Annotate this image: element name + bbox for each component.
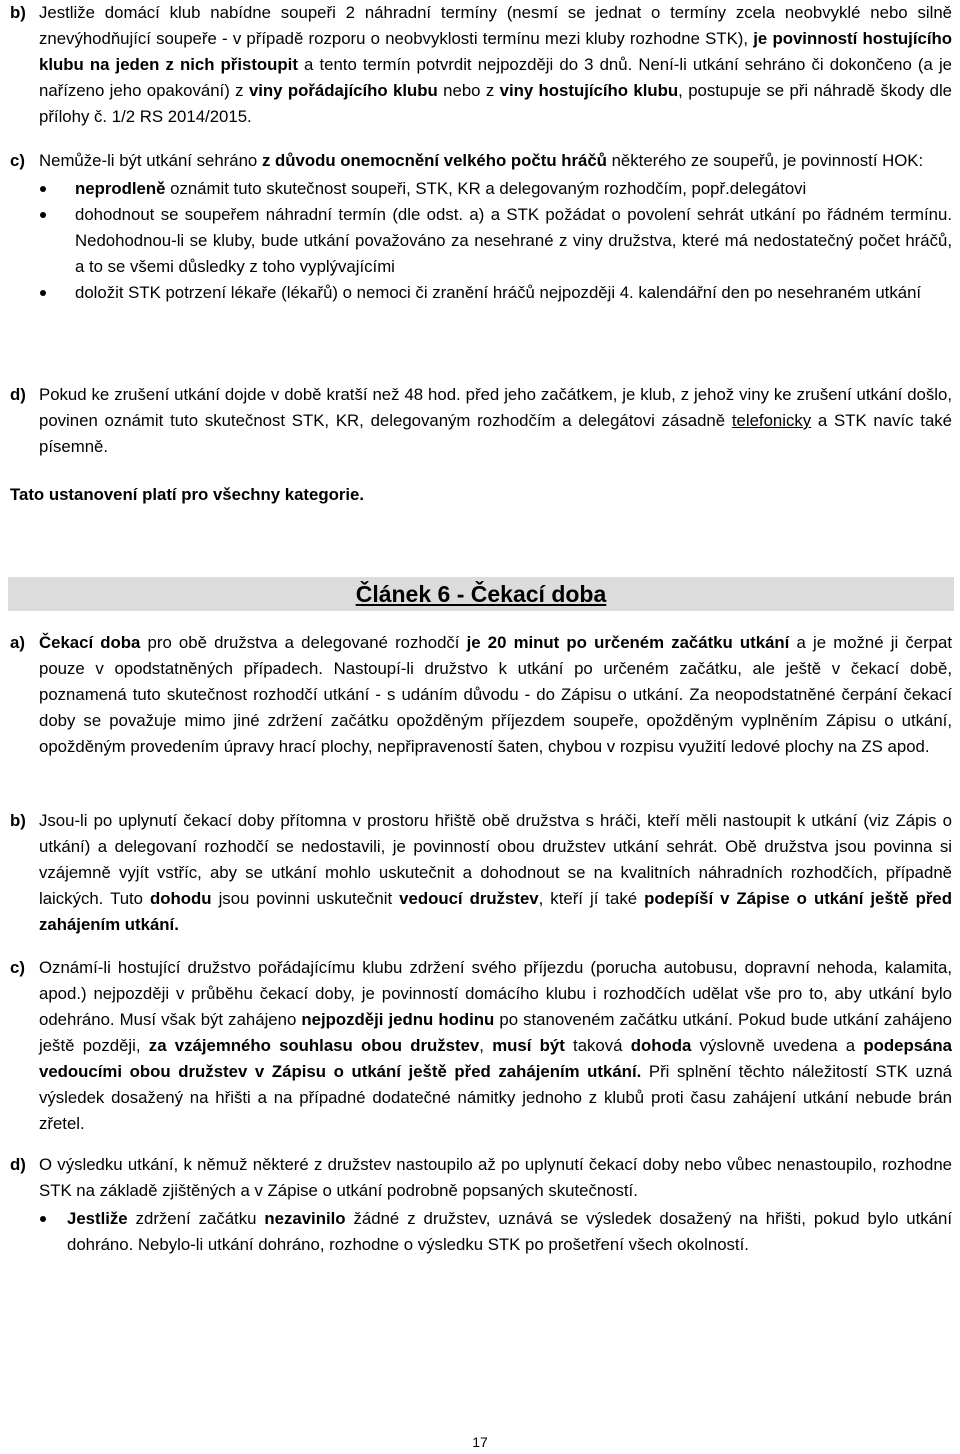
- text-run: Pokud ke zrušení utkání dojde v době kratší než 48 hod. před jeho začátkem, je klub, z jehož viny ke zrušení utkání došlo, povinen oznámit tuto skutečnost STK, KR, delegovaným rozhodčím a delegátovi zásadně: [39, 385, 952, 430]
- text-run: Jestliže domácí klub nabídne soupeři 2 náhradní termíny (nesmí se jednat o termíny zcela neobvyklé nebo silně znevýhodňující soupeře - v případě rozporu o neobvyklosti termínu mezi kluby rozhodne STK),: [39, 3, 952, 48]
- text-run: Jsou-li po uplynutí čekací doby přítomna v prostoru hřiště obě družstva s hráči, kteří měli nastoupit k utkání (viz Zápis o utkání) a delegovaní rozhodčí se nedostavili, je povinností obou družstev utkání sehrát. Obě družstva jsou povinna si vzájemně vyjít vstříc, aby se utkání mohlo uskutečnit a dohodnout se na kvalitních náhradních rozhodčích, případně laických. Tuto: [39, 811, 952, 908]
- text-run-bold: Čekací doba: [39, 633, 141, 652]
- item-label: c): [10, 151, 25, 170]
- text-run: žádné z družstev, uznává se výsledek dosažený na hřišti, pokud bylo utkání dohráno. Nebylo-li utkání dohráno, rozhodne o výsledku STK po prošetření všech okolností.: [67, 1209, 953, 1254]
- text-run: a je možné ji čerpat pouze v opodstatněných případech. Nastoupí-li družstvo k utkání po určeném začátku, ale ještě v čekací době, poznamená tuto skutečnost rozhodčí utkání - s udáním důvodu - do Zápisu o utkání. Za neopodstatněné čerpání čekací doby se považuje mimo jiné zdržení začátku opožděným příjezdem soupeře, opožděným vyplněním Zápisu o utkání, opožděným provedením úpravy hrací plochy, nepřipraveností šaten, chybou v rozpisu využití ledové plochy na ZS apod.: [39, 633, 952, 756]
- article6-c-paragraph: [10, 955, 952, 1137]
- text-run: nebo z: [437, 81, 500, 100]
- bullet-list: [39, 176, 952, 306]
- text-run-bold: je 20 minut po určeném začátku utkání: [466, 633, 790, 652]
- text-run: doložit STK potrzení lékaře (lékařů) o nemoci či zranění hráčů nejpozději 4. kalendářní den po nesehraném utkání: [75, 283, 922, 302]
- text-run: dohodnout se soupeřem náhradní termín (dle odst. a) a STK požádat o povolení sehrát utkání po řádném termínu. Nedohodnou-li se kluby, bude utkání považováno za nesehrané z viny družstva, které má nedostatečný počet hráčů, a to se všemi důsledky z toho vyplývajícími: [75, 205, 952, 276]
- text-run-bold: je povinností hostujícího klubu na jeden z nich přistoupit: [39, 29, 952, 74]
- paragraph-text: [39, 1152, 952, 1258]
- section-d-paragraph: [10, 382, 952, 460]
- item-label: b): [10, 811, 26, 830]
- text-run-bold: Jestliže: [67, 1209, 128, 1228]
- text-run: po stanoveném začátku utkání. Pokud bude utkání zahájeno ještě později,: [39, 1010, 953, 1055]
- text-run: Při splnění těchto náležitostí STK uzná výsledek dosažený na hřišti a na případné dodatečné námitky jednoho z klubů proti času zahájení utkání nebude brán zřetel.: [39, 1062, 952, 1133]
- text-run-bold: dohoda: [630, 1036, 692, 1055]
- item-label: a): [10, 633, 25, 652]
- article6-d-paragraph: [10, 1152, 952, 1258]
- section-b-paragraph: [10, 0, 952, 130]
- list-item: [39, 202, 952, 280]
- text-run-bold: viny hostujícího klubu: [499, 81, 679, 100]
- paragraph-text: [39, 630, 952, 760]
- text-run: jsou povinni uskutečnit: [211, 889, 400, 908]
- text-run-bold: dohodu: [150, 889, 212, 908]
- text-run: zdržení začátku: [127, 1209, 265, 1228]
- text-run: a STK navíc také písemně.: [39, 411, 952, 456]
- text-run: ,: [479, 1036, 493, 1055]
- text-run: , kteří jí také: [538, 889, 645, 908]
- paragraph-text: [39, 382, 952, 460]
- section-c-paragraph: [10, 148, 952, 306]
- text-run-bold: za vzájemného souhlasu obou družstev: [148, 1036, 480, 1055]
- text-run: , postupuje se při náhradě škody dle přílohy č. 1/2 RS 2014/2015.: [39, 81, 953, 126]
- text-run-bold: viny pořádajícího klubu: [248, 81, 438, 100]
- item-label: d): [10, 385, 26, 404]
- list-item: [39, 1206, 952, 1258]
- article-heading-bar: [8, 577, 954, 611]
- text-run: výslovně uvedena a: [691, 1036, 864, 1055]
- text-run-underlined: telefonicky: [731, 411, 812, 430]
- article6-b-paragraph: [10, 808, 952, 938]
- text-run-bold: podepsána vedoucími obou družstev v Zápisu o utkání ještě před zahájením utkání.: [39, 1036, 952, 1081]
- text-run: Oznámí-li hostující družstvo pořádajícímu klubu zdržení svého příjezdu (porucha autobusu, dopravní nehoda, kalamita, apod.) nejpozději v průběhu čekací doby, je povinností domácího klubu i rozhodčích udělat vše pro to, aby utkání bylo odehráno. Musí však být zahájeno: [39, 958, 952, 1029]
- text-run-bold: neprodleně: [75, 179, 166, 198]
- article-heading: Článek 6 - Čekací doba: [355, 581, 607, 607]
- item-label: c): [10, 958, 25, 977]
- text-run-bold: z důvodu onemocnění velkého počtu hráčů: [261, 151, 607, 170]
- text-run: Nemůže-li být utkání sehráno: [39, 151, 262, 170]
- text-run-bold: nezavinilo: [264, 1209, 346, 1228]
- text-run-bold: musí být: [492, 1036, 565, 1055]
- paragraph-text: [39, 148, 952, 306]
- text-run: oznámit tuto skutečnost soupeři, STK, KR a delegovaným rozhodčím, popř.delegátovi: [165, 179, 807, 198]
- item-label: b): [10, 3, 26, 22]
- text-run-bold: vedoucí družstev: [399, 889, 539, 908]
- text-run-bold: nejpozději jednu hodinu: [301, 1010, 495, 1029]
- item-label: d): [10, 1155, 26, 1174]
- text-run: O výsledku utkání, k němuž některé z družstev nastoupilo až po uplynutí čekací doby nebo vůbec nenastoupilo, rozhodne STK na základě zjištěných a v Zápise o utkání podrobně popsaných skutečností.: [39, 1155, 952, 1200]
- bullet-list: [39, 1206, 952, 1258]
- paragraph-text: [39, 808, 952, 938]
- text-run: taková: [564, 1036, 631, 1055]
- list-item: [39, 280, 952, 306]
- paragraph-text: [39, 0, 952, 130]
- page-number: 17: [472, 1434, 488, 1450]
- article6-a-paragraph: [10, 630, 952, 760]
- categories-note: Tato ustanovení platí pro všechny kategorie.: [10, 485, 365, 504]
- text-run-bold: podepíší v Zápise o utkání ještě před zahájením utkání.: [39, 889, 953, 934]
- text-run: a tento termín potvrdit nejpozději do 3 dnů. Není-li utkání sehráno či dokončeno (a je nařízeno jeho opakování) z: [39, 55, 952, 100]
- text-run: pro obě družstva a delegované rozhodčí: [140, 633, 467, 652]
- text-run: některého ze soupeřů, je povinností HOK:: [606, 151, 924, 170]
- list-item: [39, 176, 952, 202]
- paragraph-text: [39, 955, 952, 1137]
